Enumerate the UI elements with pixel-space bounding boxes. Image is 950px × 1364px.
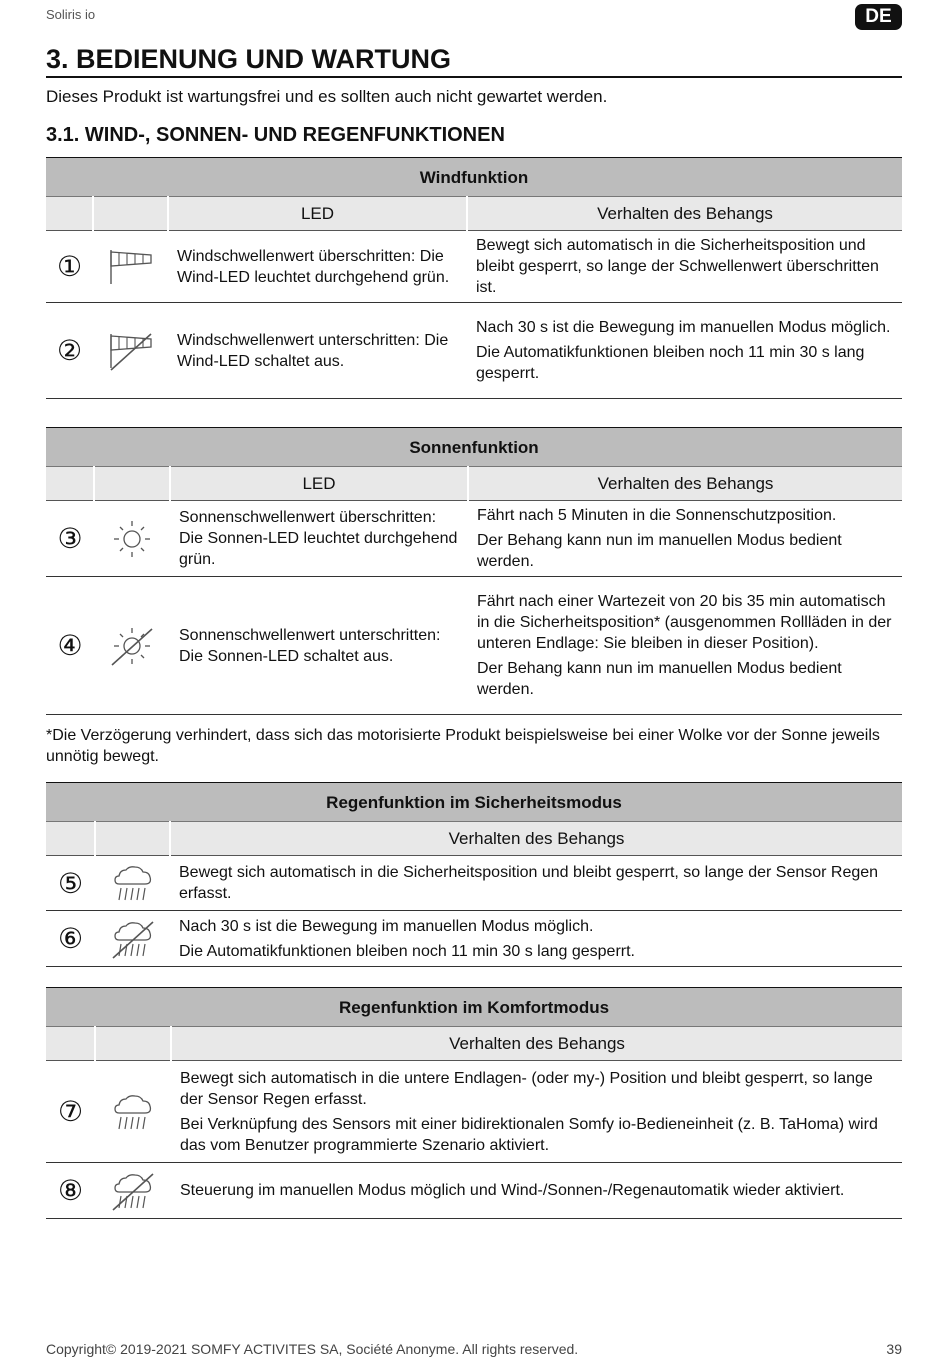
windsock-off-icon: [107, 342, 155, 359]
column-header-led: LED: [170, 467, 468, 501]
column-header-behavior: Verhalten des Behangs: [468, 467, 902, 501]
behavior-text: Nach 30 s ist die Bewegung im manuellen Modus möglich.: [179, 917, 594, 935]
table-row: [46, 1061, 902, 1163]
language-badge: DE: [855, 4, 902, 30]
row-number: ⑤: [46, 856, 95, 911]
table-row: [46, 856, 902, 911]
behavior-text: Bewegt sich automatisch in die Sicherheitsposition und bleibt gesperrt, so lange der Schwellenwert überschritten ist.: [476, 237, 879, 296]
column-header-behavior: Verhalten des Behangs: [171, 1027, 902, 1061]
row-number: ③: [46, 501, 94, 577]
led-description: Sonnenschwellenwert überschritten: Die Sonnen-LED leuchtet durchgehend grün.: [170, 501, 468, 577]
sun-icon: [108, 530, 156, 547]
section-title: 3. BEDIENUNG UND WARTUNG: [46, 42, 902, 78]
row-number: ④: [46, 577, 94, 715]
rain-off-icon: [109, 1182, 157, 1199]
table-row: [46, 231, 902, 303]
row-number: ①: [46, 231, 93, 303]
table-title: Regenfunktion im Sicherheitsmodus: [46, 783, 902, 822]
behavior-text: Bewegt sich automatisch in die Sicherheitsposition und bleibt gesperrt, so lange der Sensor Regen erfasst.: [179, 864, 879, 902]
behavior-text: Steuerung im manuellen Modus möglich und Wind-/Sonnen-/Regenautomatik wieder aktiviert.: [180, 1182, 845, 1199]
behavior-text: Nach 30 s ist die Bewegung im manuellen Modus möglich.: [476, 319, 891, 336]
led-description: Windschwellenwert überschritten: Die Wind-LED leuchtet durchgehend grün.: [168, 231, 467, 303]
led-description: Windschwellenwert unterschritten: Die Wind-LED schaltet aus.: [168, 303, 467, 399]
windsock-icon: [107, 258, 155, 275]
rain-safety-table: [46, 782, 902, 967]
page-number: 39: [886, 1341, 902, 1357]
row-number: ⑧: [46, 1163, 95, 1219]
table-title: Windfunktion: [46, 158, 902, 197]
table-row: [46, 1163, 902, 1219]
table-row: [46, 911, 902, 967]
table-row: [46, 501, 902, 577]
wind-function-table: [46, 157, 902, 399]
row-number: ⑦: [46, 1061, 95, 1163]
behavior-text: Die Automatikfunktionen bleiben noch 11 min 30 s lang gesperrt.: [476, 344, 865, 382]
behavior-text: Bei Verknüpfung des Sensors mit einer bidirektionalen Somfy io-Bedieneinheit (z. B. TaHoma) wird das vom Benutzer programmierte Szenario aktiviert.: [180, 1115, 878, 1154]
column-header-behavior: Verhalten des Behangs: [467, 197, 902, 231]
sun-off-icon: [108, 637, 156, 654]
behavior-text: Bewegt sich automatisch in die untere Endlagen- (oder my-) Position und bleibt gesperrt, so lange der Sensor Regen erfasst.: [180, 1069, 873, 1108]
behavior-text: Die Automatikfunktionen bleiben noch 11 min 30 s lang gesperrt.: [179, 942, 635, 960]
behavior-text: Fährt nach 5 Minuten in die Sonnenschutzposition.: [477, 507, 837, 524]
rain-icon: [109, 874, 157, 891]
column-header-behavior: Verhalten des Behangs: [170, 822, 902, 856]
rain-off-icon: [109, 930, 157, 947]
table-row: [46, 577, 902, 715]
sun-function-table: [46, 427, 902, 715]
row-number: ②: [46, 303, 93, 399]
column-header-led: LED: [168, 197, 467, 231]
rain-comfort-table: [46, 987, 902, 1219]
behavior-text: Der Behang kann nun im manuellen Modus bedient werden.: [477, 660, 842, 698]
table-title: Regenfunktion im Komfortmodus: [46, 988, 902, 1027]
led-description: Sonnenschwellenwert unterschritten: Die Sonnen-LED schaltet aus.: [170, 577, 468, 715]
table-row: [46, 303, 902, 399]
brand-name: Soliris io: [46, 7, 96, 22]
behavior-text: Der Behang kann nun im manuellen Modus bedient werden.: [477, 532, 842, 570]
copyright-footer: Copyright© 2019-2021 SOMFY ACTIVITES SA, Société Anonyme. All rights reserved.: [46, 1341, 579, 1357]
footnote: *Die Verzögerung verhindert, dass sich das motorisierte Produkt beispielsweise bei einer Wolke vor der Sonne jeweils unnötig bewegt.: [46, 727, 880, 765]
table-title: Sonnenfunktion: [46, 428, 902, 467]
intro-text: Dieses Produkt ist wartungsfrei und es sollten auch nicht gewartet werden.: [46, 87, 608, 106]
row-number: ⑥: [46, 911, 95, 967]
subsection-title: 3.1. WIND-, SONNEN- UND REGENFUNKTIONEN: [46, 124, 505, 146]
rain-icon: [109, 1103, 157, 1120]
behavior-text: Fährt nach einer Wartezeit von 20 bis 35 min automatisch in die Sicherheitsposition* (ausgenommen Rollläden in der unteren Endlage: Sie bleiben in dieser Position).: [477, 593, 892, 652]
